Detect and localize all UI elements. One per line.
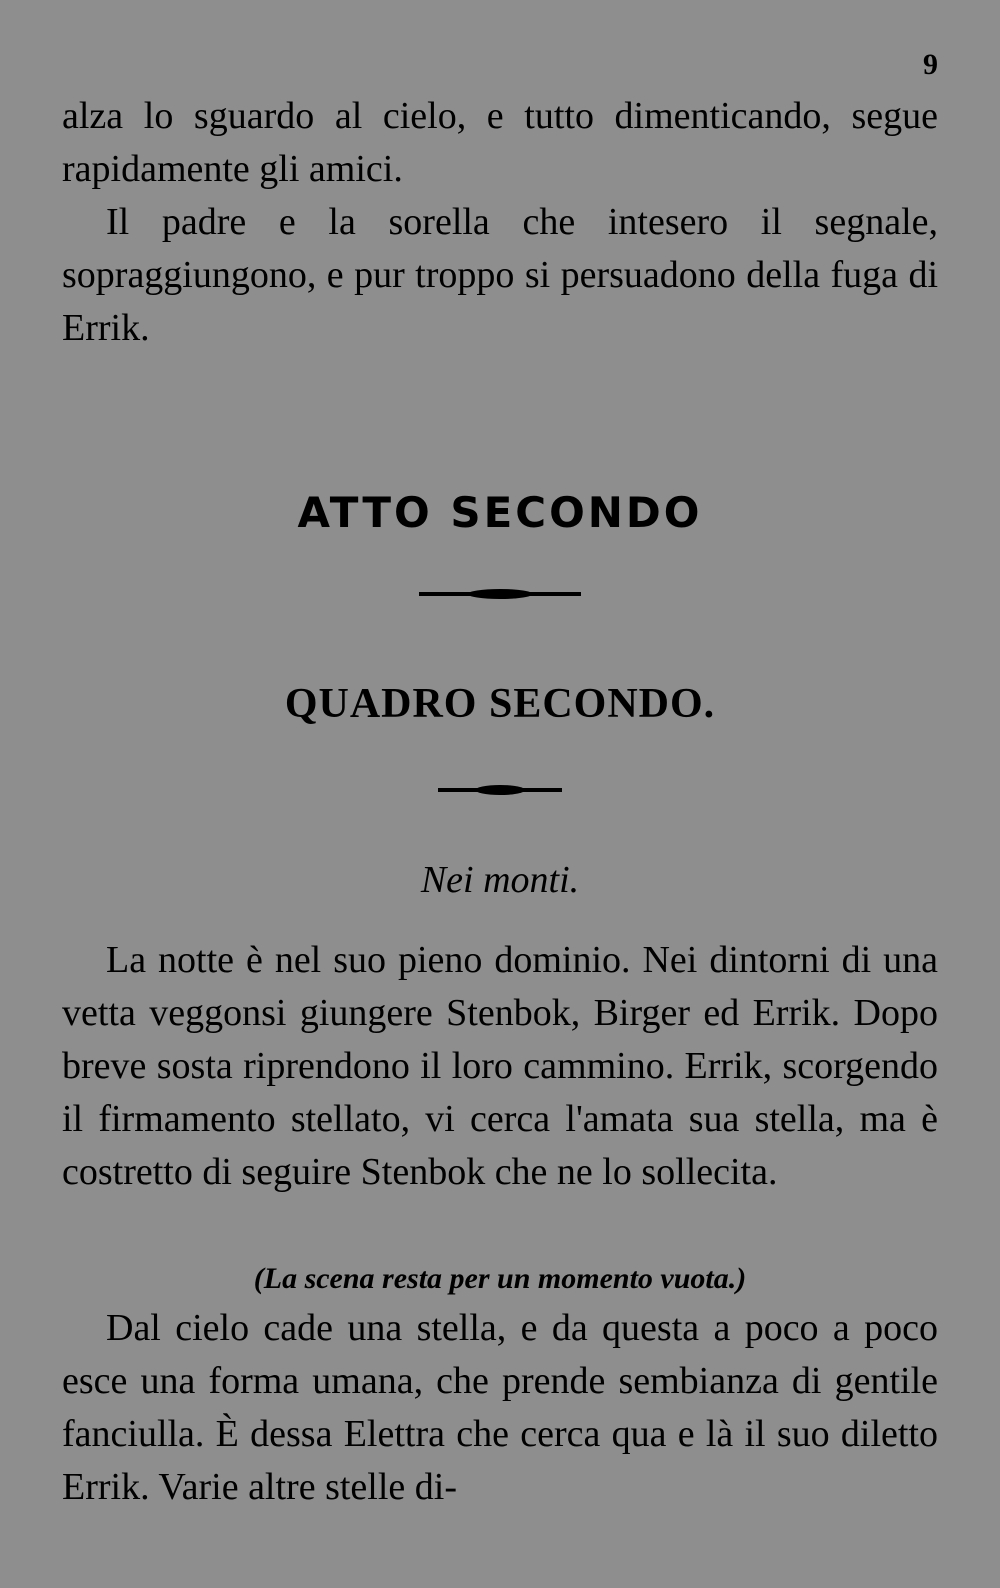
paragraph-escape: Il padre e la sorella che intesero il segnale, sopraggiungono, e pur troppo si persuadono della fuga di Errik. [62, 201, 938, 349]
scene-setting: Nei monti. [420, 859, 580, 901]
stage-direction: (La scena resta per un momento vuota.) [253, 1262, 747, 1295]
act-title: ATTO SECONDO [297, 488, 703, 537]
paragraph-continuation: alza lo sguardo al cielo, e tutto dimenticando, segue rapidamente gli amici. [62, 95, 938, 190]
paragraph-falling-star: Dal cielo cade una stella, e da questa a poco a poco esce una forma umana, che prende sembianza di gentile fanciulla. È dessa Elettra che cerca qua e là il suo diletto Errik. Varie altre stelle di- [62, 1307, 938, 1508]
page-number: 9 [923, 48, 938, 81]
ornamental-rule [438, 788, 562, 792]
paragraph-night: La notte è nel suo pieno dominio. Nei dintorni di una vetta veggonsi giungere Stenbok, Birger ed Errik. Dopo breve sosta riprendono il loro cammino. Errik, scorgendo il firmamento stellato, vi cerca l'amata sua stella, ma è costretto di seguire Stenbok che ne lo sollecita. [62, 939, 938, 1193]
ornamental-rule [419, 592, 581, 596]
scene-title: QUADRO SECONDO. [284, 681, 716, 727]
